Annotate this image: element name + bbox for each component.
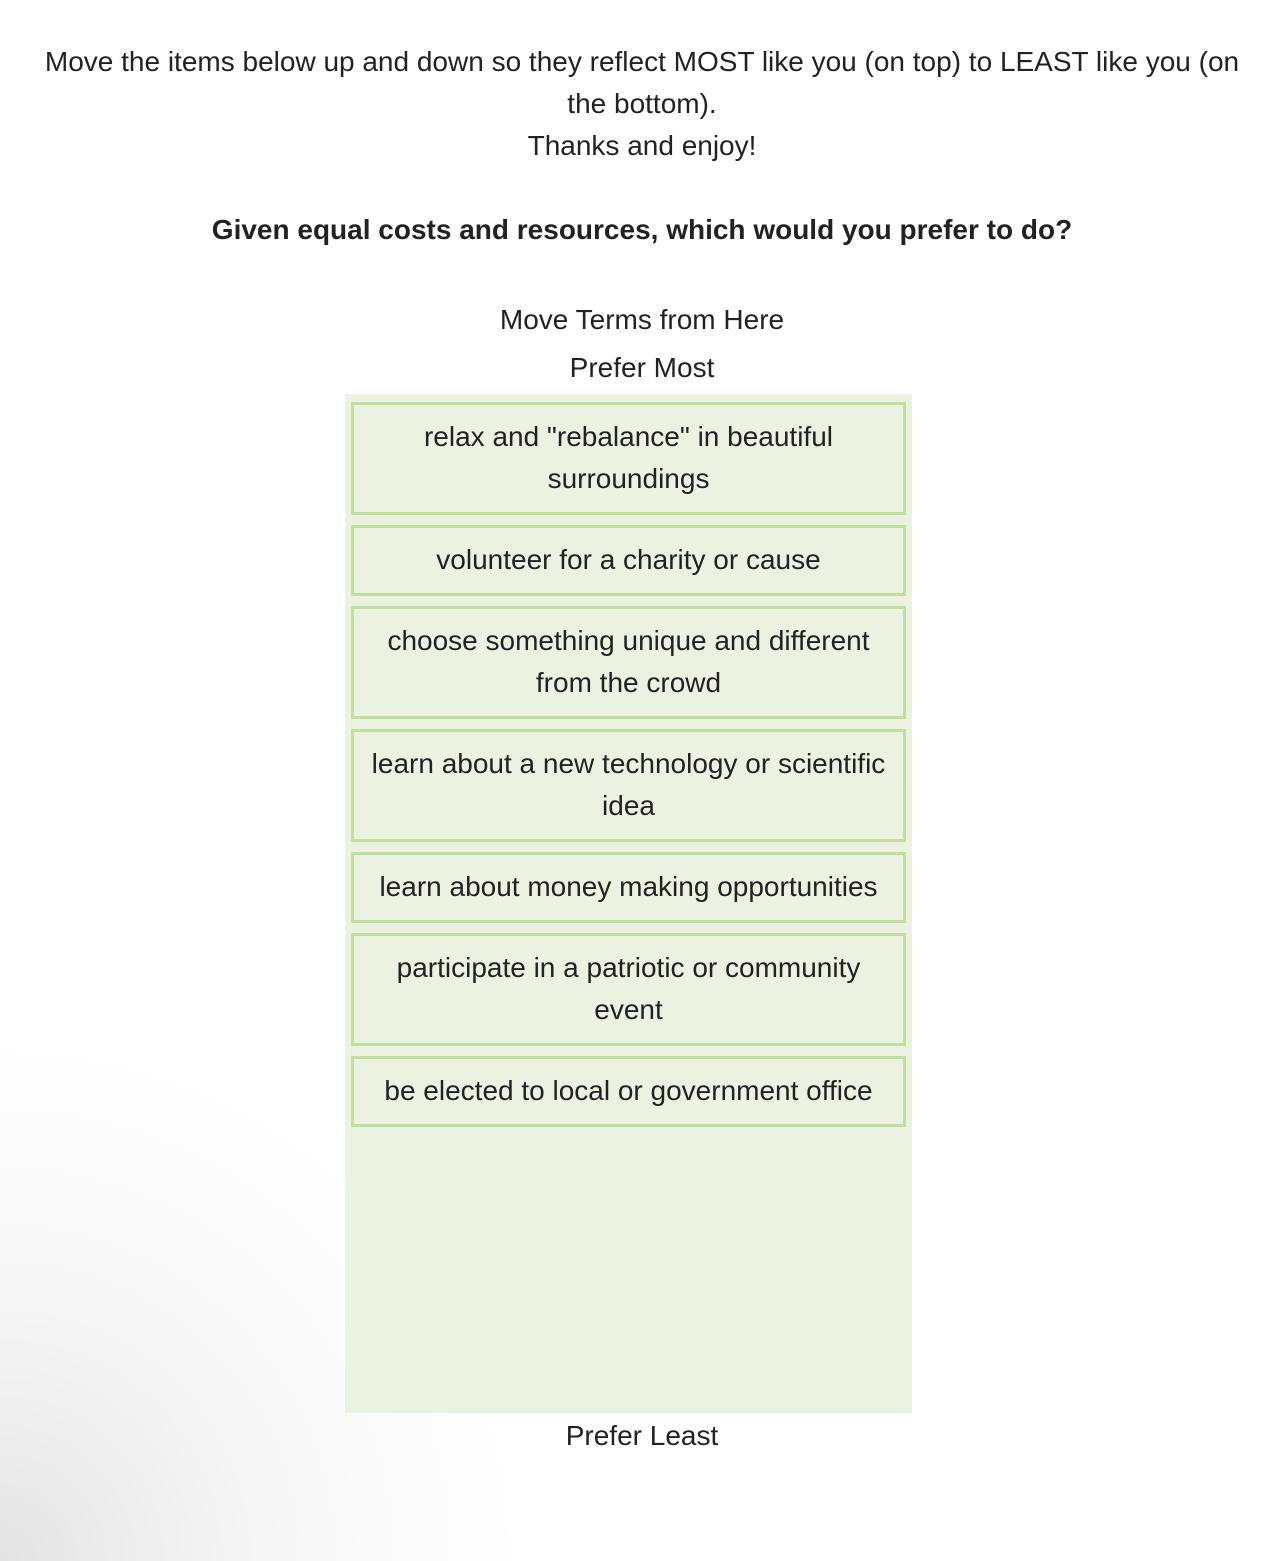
rank-item[interactable]: volunteer for a charity or cause	[351, 525, 906, 596]
rank-item[interactable]: learn about money making opportunities	[351, 852, 906, 923]
instructions-text: Move the items below up and down so they reflect MOST like you (on top) to LEAST like you (on the bottom).	[44, 46, 1240, 119]
move-terms-label: Move Terms from Here	[499, 304, 785, 335]
rank-item[interactable]: be elected to local or government office	[351, 1056, 906, 1127]
rank-item[interactable]: choose something unique and different from the crowd	[351, 606, 906, 719]
rank-item[interactable]: relax and "rebalance" in beautiful surroundings	[351, 402, 906, 515]
thanks-text: Thanks and enjoy!	[527, 130, 757, 161]
rank-item[interactable]: learn about a new technology or scientific idea	[351, 729, 906, 842]
instructions	[40, 41, 1244, 167]
ranking-list[interactable]	[345, 394, 912, 1413]
rank-item[interactable]: participate in a patriotic or community event	[351, 933, 906, 1046]
prefer-most-label: Prefer Most	[569, 352, 715, 383]
prefer-least-label: Prefer Least	[565, 1420, 719, 1451]
question-title: Given equal costs and resources, which would you prefer to do?	[211, 214, 1073, 245]
